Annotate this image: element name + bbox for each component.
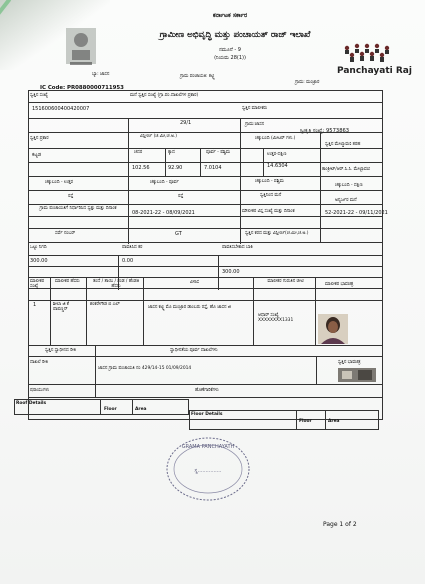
col-line (263, 148, 264, 176)
panchayat-seal-stamp (163, 434, 253, 504)
row-line (28, 216, 383, 217)
row-line (28, 190, 383, 191)
seal-text: GRAMA PANCHAYATH (181, 444, 235, 450)
state-emblem-icon (62, 26, 102, 70)
dept-title: ಗ್ರಾಮೀಣ ಅಭಿವೃದ್ಧಿ ಮತ್ತು ಪಂಚಾಯತ್ ರಾಜ್ ಇಲಾಖೆ (159, 30, 311, 40)
area-sqft: 92.90 (168, 165, 183, 171)
col-line (253, 277, 254, 345)
boundary-west: ಸ್ವತ್ತಿನಿಂದ ಮನೆ (260, 193, 282, 198)
boundary-west-label: ಚಕ್ಕುಬಂದಿ - ಪಶ್ಚಿಮ (255, 179, 284, 184)
ic-code: IC Code: PR0880000711953 (40, 85, 124, 91)
roof-type: ಕಾಂಕ್ರೀಟ್/ಆರ್.ಸಿ.ಸಿ. ಮೇಲ್ಛಾವಣಿ (322, 167, 370, 172)
katha-label: ಸ್ವತ್ತಿನ ಕರದ ಮತ್ತು ವಿಸ್ತೀರ್ಣ(ಚ.ಮೀ,ಚ.ಅ.) (245, 231, 309, 236)
tax-period-1: 08-2021-22 - 08/09/2021 (132, 210, 195, 216)
acquisition-type: ದಾಖಲೆ ರೀತಿ (30, 360, 48, 365)
sqft-label: ಕ್ಕಾದ (168, 150, 175, 155)
owner-col-name: ಮಾಲೀಕರ ಹೆಸರು (55, 279, 80, 284)
balance-label: ಪಾವತಿಸಬೇಕಾದ ಬಾಕಿ (222, 245, 253, 250)
paid-label: ಪಾವತಿಸಿದ ಕರ (122, 245, 143, 250)
owner-number: 1 (33, 302, 37, 308)
owner-col-no: ಮಾಲೀಕರ ಸಂಖ್ಯೆ (30, 279, 45, 289)
ns-meters: 14.6304 (267, 163, 288, 169)
area-sqm: 102.56 (132, 165, 150, 171)
col-line (165, 148, 166, 176)
row-line (28, 132, 383, 133)
row-line (28, 356, 383, 357)
paid-amount: 0.00 (122, 258, 134, 264)
acquisition-detail: ಜಾಸನ ಗ್ರಾಮ ಪಂಚಾಯತಿ ನಂ 429/14-15 01/09/2014 (98, 366, 192, 371)
col-line (218, 255, 219, 290)
col-line (100, 399, 101, 415)
sqm-label: ಚದರ (134, 150, 143, 155)
area-label: ವಿಸ್ತೀರ್ಣ (ಚ.ಮೀ,ಚ.ಅ.) (140, 134, 177, 139)
row-line (28, 102, 383, 103)
row-line (28, 288, 383, 289)
ew-label: ಪೂರ್ವ - ಪಶ್ಚಿಮ (206, 150, 231, 155)
col-line (325, 410, 326, 430)
row-line (28, 384, 383, 385)
ack-number: ಸ್ವೀಕೃತಿ ಸಂಖ್ಯೆ: 9573863 (300, 128, 350, 134)
acquisition-label: ಸ್ವತ್ತಿನ ಸ್ವಾಧೀನದ ರೀತಿ (45, 348, 77, 353)
col-line (143, 277, 144, 345)
boundary-north-label: ಚಕ್ಕುಬಂದಿ - ಉತ್ತರ (45, 180, 74, 185)
prop-no-desc: ಮನೆ ಸ್ವತ್ತಿನ ಸಂಖ್ಯೆ (ಗ್ರಾ.ಪಂ.ದಾಖಲೆಗಳ ಪ್ರಕಾರ) (130, 93, 199, 98)
row-line (28, 176, 383, 177)
boundary-east: ರಸ್ತೆ (178, 194, 184, 199)
gram-panchayat: ಗ್ರಾಮ ಪಂಚಾಯತಿ: ಕಟ್ಟ್ನಿ (180, 74, 215, 79)
owner-name: ಶೀಲಾ ಜಿ ಕೆ ಪಾಪಣ್ಣನ್ (53, 302, 69, 312)
property-photo-label: ಸ್ವತ್ತಿನ ಭಾವಚಿತ್ರ (338, 360, 361, 365)
row-line (28, 204, 383, 205)
roof-details-header: Roof Details (16, 401, 47, 406)
floor-floor-header: Floor (299, 419, 312, 424)
col-line (50, 277, 51, 345)
col-line (315, 277, 316, 345)
dims-label: ಸ್ವತ್ತಿನ ಮಾಲೀಕರು (242, 106, 268, 111)
row-line (28, 345, 383, 346)
remarks-label: ಷರಾಯುಗಳು (30, 388, 50, 393)
rule-number: (ನಿಯಮ 28(1)) (214, 55, 246, 61)
panchayati-raj-logo-icon (337, 42, 399, 66)
owner-col-address: ವಿಳಾಸ (190, 280, 200, 285)
floor-details-header: Floor Details (191, 412, 223, 417)
tax-total-label: ಒಟ್ಟು ನಿಗದಿ (30, 245, 47, 250)
row-line (28, 397, 383, 398)
taluk: ಬ್ಯಾ: ಜಾಸನ (92, 72, 110, 77)
owner-photo (318, 314, 348, 344)
notes-label: ಹೊಣೆಗಾರಿಕೆಗಳು (195, 388, 219, 393)
tax-period-2: 52-2021-22 - 09/11/2021 (325, 210, 388, 216)
row-line (28, 148, 383, 149)
logo-text: Panchayati Raj (337, 66, 412, 76)
row-line (28, 162, 383, 163)
row-line (28, 277, 383, 278)
col-line (95, 345, 96, 397)
boundary-north: ರಸ್ತೆ (68, 194, 74, 199)
col-line (128, 118, 129, 244)
roof-area-header: Area (135, 407, 147, 412)
ew-meters: 7.0104 (204, 165, 222, 171)
owner-col-photo: ಮಾಲೀಕರ ಭಾವಚಿತ್ರ (325, 282, 354, 287)
row-line (28, 228, 383, 229)
row-line (28, 255, 383, 256)
balance-amount: 300.00 (222, 269, 240, 275)
page-number: Page 1 of 2 (323, 521, 357, 528)
col-line (296, 410, 297, 430)
village-name: ಗ್ರಾಮ:ಜಾಸನ (245, 122, 265, 127)
roof-floor-header: Floor (104, 407, 117, 412)
property-photo (338, 368, 376, 382)
roof-label: ಸ್ವತ್ತಿನ ಮೇಲ್ಮಾವಣಿ ತರಹ (325, 142, 361, 147)
boundary-east-label: ಚಕ್ಕುಬಂದಿ - ಪೂರ್ವ (150, 180, 179, 185)
seal-center: ಸ್ಥ............... (194, 468, 222, 474)
owner-id: ಆಧಾರ್ ಸಂಖ್ಯೆ XXXXXXXX1331 (258, 313, 294, 323)
boundary-south: ಅನ್ಯರ್ಜರ ಮನೆ (335, 198, 357, 203)
property-type: ಕಟ್ಟಡ (32, 152, 42, 158)
type-label: ಸ್ವತ್ತಿನ ಪ್ರಕಾರ (30, 136, 49, 141)
house-number: 29/1 (180, 120, 192, 126)
prop-no-label: ಸ್ವತ್ತಿನ ಸಂಖ್ಯೆ (30, 93, 48, 98)
owner-col-id: ಮಾಲೀಕರ ಗುರುತಿನ ಚೀಟಿ (267, 279, 304, 284)
form-number: ನಮೂನೆ - 9 (219, 47, 241, 53)
owner-col-relation: ತಂದೆ / ತಾಯಿ / ಗಂಡ / ಹೆಂಡತಿ ಹೆಸರು (92, 279, 140, 289)
owner-relation: ಶಂಕರೇಗೌಡ ಬಿ ಎಲ್ (90, 302, 120, 307)
village: ಗ್ರಾಮ: ಮಂಜ್ರಾರ (295, 80, 320, 85)
row-line (28, 300, 383, 301)
boundary-south-label: ಚಕ್ಕುಬಂದಿ - ದಕ್ಷಿಣ (335, 183, 363, 188)
col-line (240, 118, 241, 244)
col-line (320, 132, 321, 242)
col-line (200, 148, 201, 176)
acquisition-title: ಸ್ವಾಧೀನತೆಯ ಪೂರ್ವ ದಾಖಲೆಗಳು (170, 348, 218, 353)
row-line (28, 118, 383, 119)
row-line (28, 266, 383, 267)
col-line (132, 399, 133, 415)
boundary-label: ಚಕ್ಕುಬಂದಿ (ಮೀಟರ್ ಗಳು.) (255, 136, 296, 141)
floor-area-header: Area (328, 419, 340, 424)
property-id: 151600600400420007 (32, 106, 90, 112)
tax-period-2-label: ಮೌಲೀಕರ ವಿಸ್ತ ಸಂಖ್ಯೆ ಮತ್ತು ದಿನಾಂಕ (242, 209, 295, 214)
govt-name: ಕರ್ನಾಟಕ ಸರ್ಕಾರ (212, 12, 248, 19)
owner-address: ಜಾಸನ ಕಟ್ಟ್ನಿ ಮೊ ಮಂಜ್ರಾರ ಡಾಂಬರು ರಸ್ತೆ, ಹೊ ಜಾಸನ ಜಿ (148, 305, 231, 310)
tax-total: 300.00 (30, 258, 48, 264)
survey-value: GT (175, 231, 182, 237)
survey-label: ಸರ್ವೆ ನಂಬರ್ (55, 231, 76, 236)
col-line (316, 356, 317, 384)
tax-label: ಗ್ರಾಮ ಪಂಚಾಯತಿಗೆ ನಿರ್ಧಾರಿಸಿದ ಸ್ವತ್ತು ಮತ್ತು ದಿನಾಂಕ (39, 206, 117, 211)
row-line (28, 242, 383, 243)
col-line (86, 277, 87, 345)
ns-label: ಉತ್ತರ-ದಕ್ಷಿಣ (267, 152, 287, 157)
